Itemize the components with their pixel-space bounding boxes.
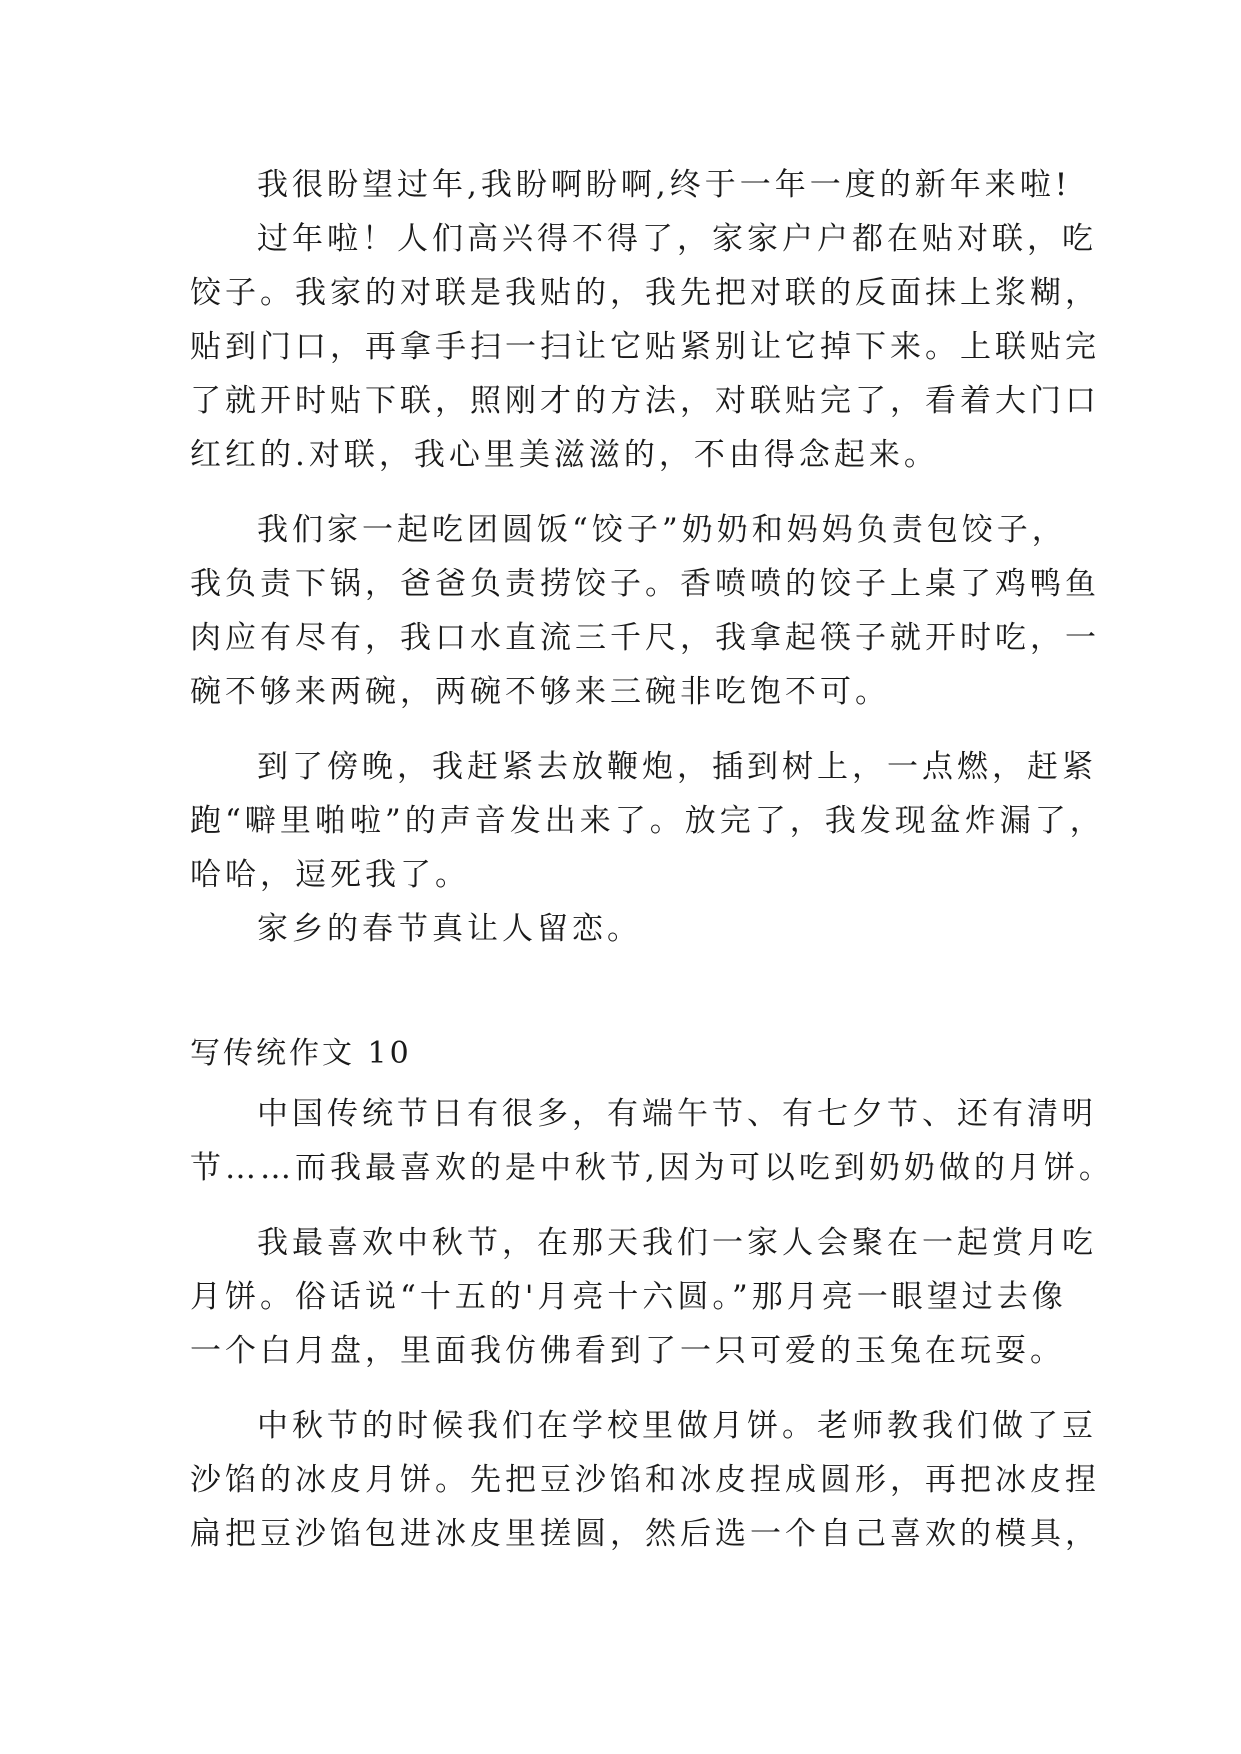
text-line: 月饼。俗话说“十五的'月亮十六圆。”那月亮一眼望过去像 — [190, 1279, 1067, 1315]
section-heading: 写传统作文 10 — [190, 1036, 412, 1071]
text-line: 家乡的春节真让人留恋。 — [257, 911, 642, 947]
text-line: 了就开时贴下联，照刚才的方法，对联贴完了，看着大门口 — [190, 383, 1100, 419]
text-line: 中秋节的时候我们在学校里做月饼。老师教我们做了豆 — [257, 1408, 1097, 1444]
text-line: 哈哈，逗死我了。 — [190, 857, 470, 893]
text-line: 肉应有尽有，我口水直流三千尺，我拿起筷子就开时吃，一 — [190, 620, 1100, 656]
text-line: 我最喜欢中秋节，在那天我们一家人会聚在一起赏月吃 — [257, 1225, 1097, 1261]
text-line: 贴到门口，再拿手扫一扫让它贴紧别让它掉下来。上联贴完 — [190, 329, 1100, 365]
text-line: 我们家一起吃团圆饭“饺子”奶奶和妈妈负责包饺子， — [257, 512, 1067, 548]
text-line: 我很盼望过年,我盼啊盼啊,终于一年一度的新年来啦! — [257, 167, 1072, 203]
text-line: 我负责下锅，爸爸负责捞饺子。香喷喷的饺子上桌了鸡鸭鱼 — [190, 566, 1100, 602]
text-line: 一个白月盘，里面我仿佛看到了一只可爱的玉兔在玩耍。 — [190, 1333, 1065, 1369]
text-line: 沙馅的冰皮月饼。先把豆沙馅和冰皮捏成圆形，再把冰皮捏 — [190, 1462, 1100, 1498]
text-line: 碗不够来两碗，两碗不够来三碗非吃饱不可。 — [190, 674, 890, 710]
text-line: 过年啦！人们高兴得不得了，家家户户都在贴对联，吃 — [257, 221, 1097, 257]
text-line: 节……而我最喜欢的是中秋节,因为可以吃到奶奶做的月饼。 — [190, 1150, 1114, 1186]
text-line: 饺子。我家的对联是我贴的，我先把对联的反面抹上浆糊， — [190, 275, 1100, 311]
text-line: 跑“噼里啪啦”的声音发出来了。放完了，我发现盆炸漏了， — [190, 803, 1105, 839]
text-line: 扁把豆沙馅包进冰皮里搓圆，然后选一个自己喜欢的模具， — [190, 1516, 1100, 1552]
text-line: 到了傍晚，我赶紧去放鞭炮，插到树上，一点燃，赶紧 — [257, 749, 1097, 785]
text-line: 红红的.对联，我心里美滋滋的，不由得念起来。 — [190, 437, 939, 473]
text-line: 中国传统节日有很多，有端午节、有七夕节、还有清明 — [257, 1096, 1097, 1132]
